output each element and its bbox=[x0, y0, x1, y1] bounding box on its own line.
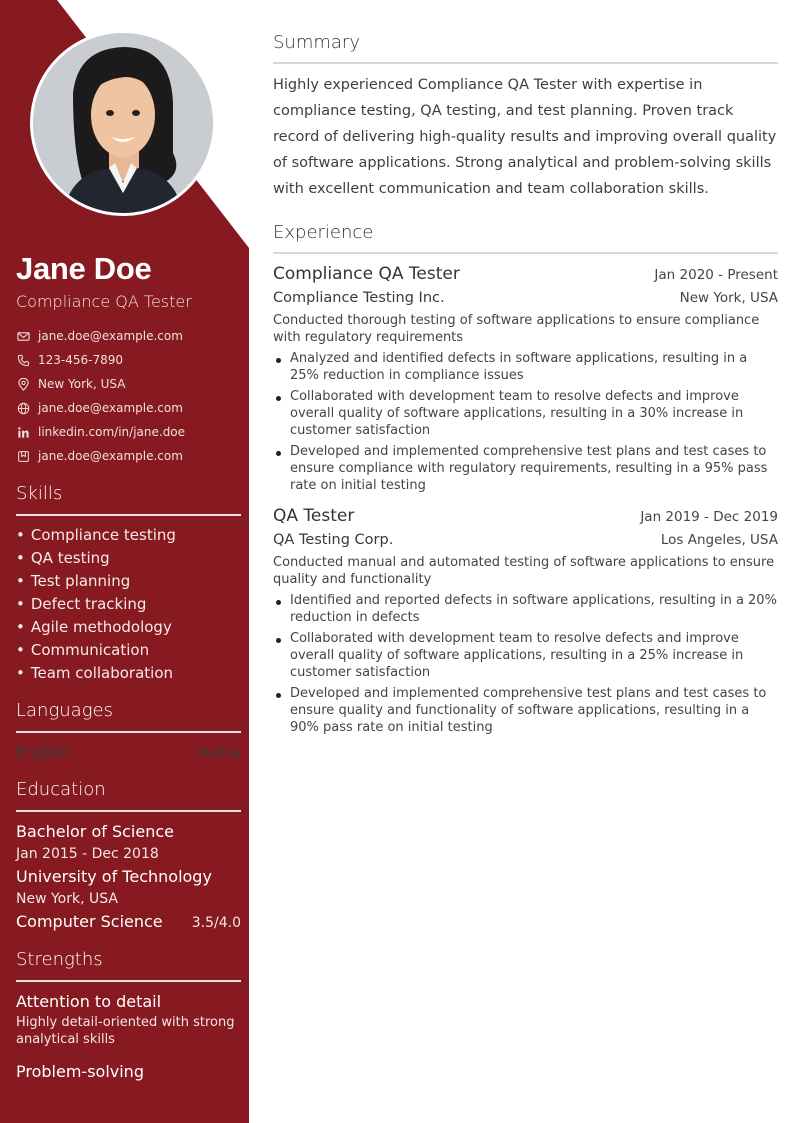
contact-other[interactable]: jane.doe@example.com bbox=[38, 449, 183, 463]
strength-item bbox=[16, 1060, 241, 1084]
contact-list bbox=[16, 324, 241, 468]
education-gpa: 3.5/4.0 bbox=[191, 915, 241, 931]
skill-item: • Test planning bbox=[16, 570, 241, 593]
languages-heading: Languages bbox=[16, 699, 241, 733]
contact-item bbox=[16, 324, 241, 348]
contact-phone[interactable]: 123-456-7890 bbox=[38, 353, 124, 367]
job-bullets bbox=[273, 592, 778, 736]
linkedin-icon bbox=[16, 425, 30, 439]
job-entry bbox=[273, 504, 778, 736]
job-bullet: Collaborated with development team to resolve defects and improve overall quality of software applications, resulting in a 30% increase in customer satisfaction bbox=[273, 388, 778, 439]
job-dates: Jan 2020 - Present bbox=[654, 267, 778, 283]
candidate-title: Compliance QA Tester bbox=[16, 292, 192, 311]
education-degree: Bachelor of Science bbox=[16, 822, 174, 841]
contact-linkedin[interactable]: linkedin.com/in/jane.doe bbox=[38, 425, 186, 439]
strength-title: Problem-solving bbox=[16, 1062, 144, 1081]
skill-item: • Defect tracking bbox=[16, 593, 241, 616]
contact-location: New York, USA bbox=[38, 377, 126, 391]
phone-icon bbox=[16, 353, 30, 367]
skills-list bbox=[16, 524, 241, 685]
skills-heading: Skills bbox=[16, 482, 241, 516]
education-school: University of Technology bbox=[16, 867, 212, 886]
job-title: Compliance QA Tester bbox=[273, 264, 460, 284]
profile-photo bbox=[30, 30, 216, 216]
job-bullet: Developed and implemented comprehensive test plans and test cases to ensure quality and functionality of software applications, resulting in a 90% pass rate on initial testing bbox=[273, 685, 778, 736]
skill-item: • Communication bbox=[16, 639, 241, 662]
job-title: QA Tester bbox=[273, 506, 355, 526]
education-heading: Education bbox=[16, 778, 241, 812]
job-location: Los Angeles, USA bbox=[660, 532, 778, 548]
job-dates: Jan 2019 - Dec 2019 bbox=[640, 509, 778, 525]
strength-description: Highly detail-oriented with strong analytical skills bbox=[16, 1015, 235, 1047]
contact-item bbox=[16, 444, 241, 468]
strengths-heading: Strengths bbox=[16, 948, 241, 982]
job-bullet: Developed and implemented comprehensive test plans and test cases to ensure compliance with regulatory requirements, resulting in a 95% pass rate on initial testing bbox=[273, 443, 778, 494]
job-bullet: Collaborated with development team to resolve defects and improve overall quality of software applications, resulting in a 25% increase in customer satisfaction bbox=[273, 630, 778, 681]
skill-item: • Compliance testing bbox=[16, 524, 241, 547]
education-location: New York, USA bbox=[16, 891, 118, 907]
skill-item: • QA testing bbox=[16, 547, 241, 570]
language-item bbox=[16, 741, 241, 764]
contact-item bbox=[16, 396, 241, 420]
job-company: QA Testing Corp. bbox=[273, 532, 394, 548]
contact-website[interactable]: jane.doe@example.com bbox=[38, 401, 183, 415]
language-level: Native bbox=[198, 746, 241, 761]
job-description: Conducted thorough testing of software applications to ensure compliance with regulatory requirements bbox=[273, 313, 760, 345]
job-location: New York, USA bbox=[679, 290, 778, 306]
contact-item bbox=[16, 348, 241, 372]
contact-email[interactable]: jane.doe@example.com bbox=[38, 329, 183, 343]
job-company: Compliance Testing Inc. bbox=[273, 290, 445, 306]
language-name: English bbox=[16, 743, 71, 761]
job-bullet: Identified and reported defects in software applications, resulting in a 20% reduction in defects bbox=[273, 592, 778, 626]
strength-title: Attention to detail bbox=[16, 992, 162, 1011]
contact-item bbox=[16, 420, 241, 444]
portrait-illustration bbox=[33, 33, 213, 213]
skill-item: • Agile methodology bbox=[16, 616, 241, 639]
job-description: Conducted manual and automated testing of software applications to ensure quality and functionality bbox=[273, 555, 775, 587]
job-entry bbox=[273, 262, 778, 494]
education-field: Computer Science bbox=[16, 912, 163, 931]
experience-heading: Experience bbox=[273, 220, 778, 254]
globe-icon bbox=[16, 401, 30, 415]
job-bullet: Analyzed and identified defects in software applications, resulting in a 25% reduction in compliance issues bbox=[273, 350, 778, 384]
summary-text: Highly experienced Compliance QA Tester with expertise in compliance testing, QA testing, and test planning. Proven track record of delivering high-quality results and improving overall quality of software applications. Strong analytical and problem-solving skills with excellent communication and team collaboration skills. bbox=[273, 77, 777, 197]
job-bullets bbox=[273, 350, 778, 494]
sidebar-content bbox=[16, 250, 241, 1084]
education-dates: Jan 2015 - Dec 2018 bbox=[16, 846, 159, 862]
location-pin-icon bbox=[16, 377, 30, 391]
education-entry bbox=[16, 820, 241, 934]
strength-item bbox=[16, 990, 241, 1048]
contact-item bbox=[16, 372, 241, 396]
mail-icon bbox=[16, 329, 30, 343]
skill-item: • Team collaboration bbox=[16, 662, 241, 685]
bookmark-icon bbox=[16, 449, 30, 463]
summary-heading: Summary bbox=[273, 30, 778, 64]
main-content bbox=[273, 30, 778, 746]
candidate-name: Jane Doe bbox=[16, 251, 152, 286]
